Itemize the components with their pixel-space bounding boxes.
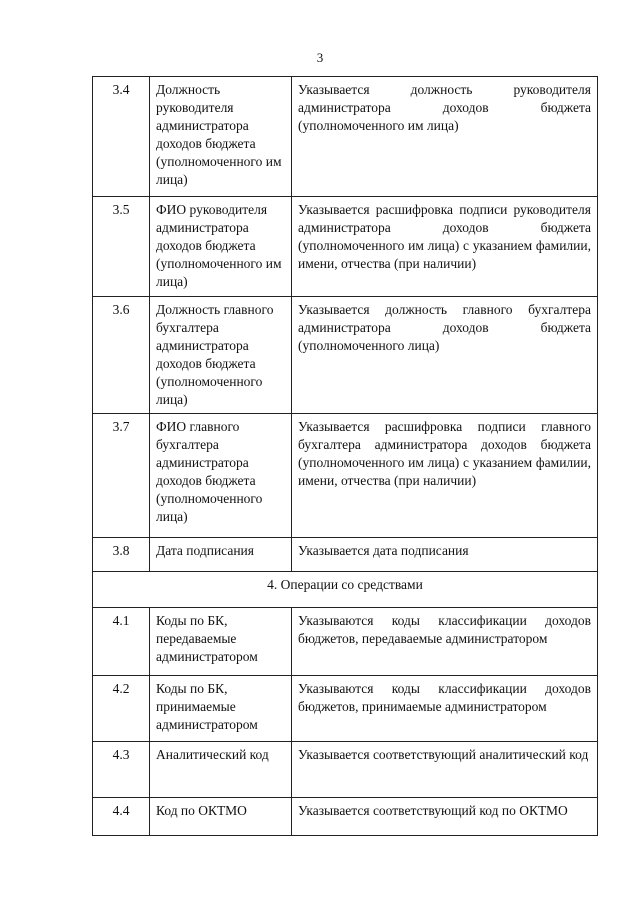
row-number: 4.1: [93, 608, 150, 676]
table-row: [93, 742, 598, 798]
field-description: Указываются коды классификации доходов бюджетов, принимаемые администратором: [292, 676, 598, 742]
field-name: Коды по БК, принимаемые администратором: [150, 676, 292, 742]
row-number: 3.5: [93, 197, 150, 297]
row-number: 3.7: [93, 414, 150, 538]
table-row: [93, 197, 598, 297]
field-name: ФИО главного бухгалтера администратора доходов бюджета (уполномоченного лица): [150, 414, 292, 538]
fields-table: [92, 76, 598, 836]
field-description: Указывается соответствующий аналитический код: [292, 742, 598, 798]
row-number: 3.8: [93, 538, 150, 572]
row-number: 4.3: [93, 742, 150, 798]
table-row: [93, 608, 598, 676]
field-description: Указывается расшифровка подписи главного бухгалтера администратора доходов бюджета (уполномоченного им лица) с указанием фамилии, имени, отчества (при наличии): [292, 414, 598, 538]
field-description: Указываются коды классификации доходов бюджетов, передаваемые администратором: [292, 608, 598, 676]
field-name: Код по ОКТМО: [150, 798, 292, 836]
field-name: Должность руководителя администратора доходов бюджета (уполномоченного им лица): [150, 77, 292, 197]
section-header-row: [93, 572, 598, 608]
table-row: [93, 414, 598, 538]
field-name: Аналитический код: [150, 742, 292, 798]
section-title: 4. Операции со средствами: [93, 572, 598, 608]
field-name: ФИО руководителя администратора доходов бюджета (уполномоченного им лица): [150, 197, 292, 297]
row-number: 3.4: [93, 77, 150, 197]
row-number: 3.6: [93, 297, 150, 414]
table-row: [93, 676, 598, 742]
table-row: [93, 297, 598, 414]
row-number: 4.2: [93, 676, 150, 742]
table-row: [93, 798, 598, 836]
field-description: Указывается дата подписания: [292, 538, 598, 572]
field-description: Указывается соответствующий код по ОКТМО: [292, 798, 598, 836]
field-description: Указывается должность руководителя администратора доходов бюджета (уполномоченного им лица): [292, 77, 598, 197]
field-name: Дата подписания: [150, 538, 292, 572]
row-number: 4.4: [93, 798, 150, 836]
table-row: [93, 538, 598, 572]
field-name: Должность главного бухгалтера администратора доходов бюджета (уполномоченного лица): [150, 297, 292, 414]
field-name: Коды по БК, передаваемые администратором: [150, 608, 292, 676]
field-description: Указывается должность главного бухгалтера администратора доходов бюджета (уполномоченного лица): [292, 297, 598, 414]
page-number: 3: [316, 50, 324, 65]
field-description: Указывается расшифровка подписи руководителя администратора доходов бюджета (уполномоченного им лица) с указанием фамилии, имени, отчества (при наличии): [292, 197, 598, 297]
table-row: [93, 77, 598, 197]
